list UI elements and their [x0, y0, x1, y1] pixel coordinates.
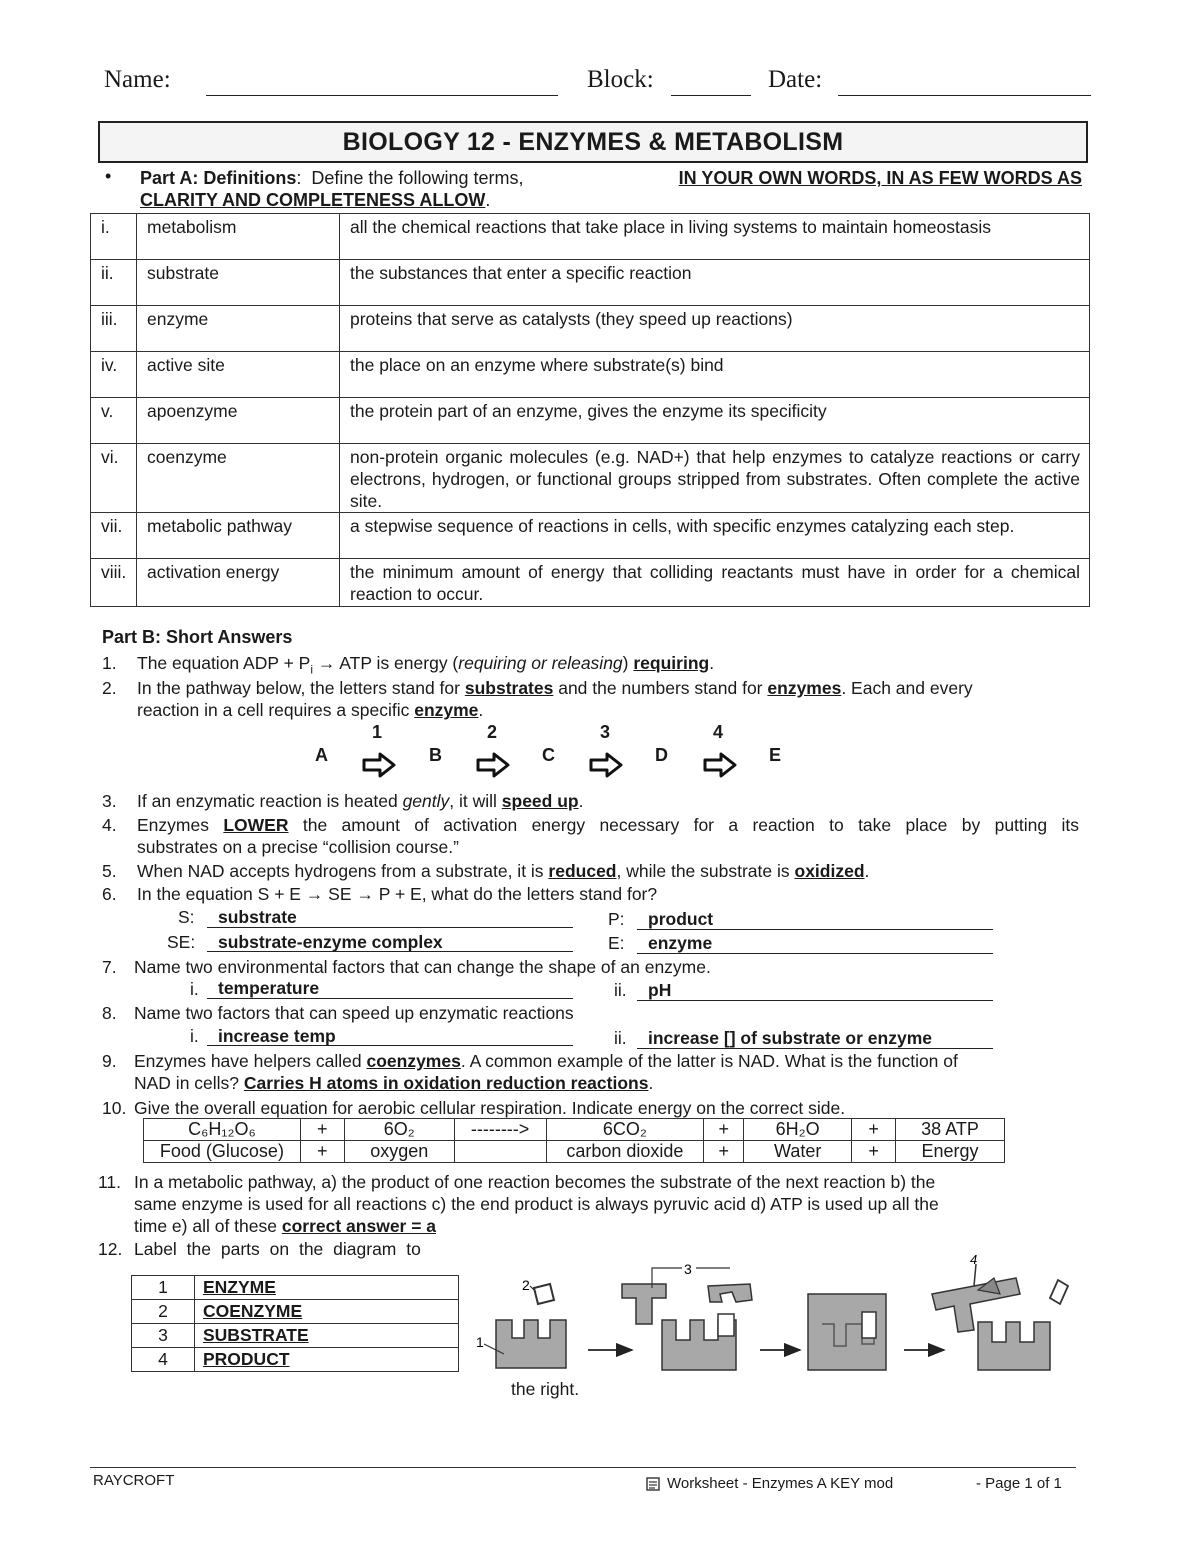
q4-text: Enzymes LOWER the amount of activation energy necessary for a reaction to take place by putting its substrates on a precise “collision course.”: [137, 815, 1079, 857]
pathway-number: 1: [372, 722, 383, 742]
q9-number: 9.: [102, 1051, 117, 1071]
definition-term: coenzyme: [137, 444, 340, 513]
definition-number: iv.: [91, 352, 137, 398]
q7-text: Name two environmental factors that can change the shape of an enzyme.: [134, 957, 711, 977]
pathway-letter: C: [542, 745, 555, 765]
definition-number: v.: [91, 398, 137, 444]
definition-row: [91, 559, 1090, 607]
definition-text: the substances that enter a specific reaction: [340, 260, 1090, 306]
equation-cell: [454, 1141, 546, 1163]
footer-rule: [90, 1467, 1076, 1468]
q12-text: Label the parts on the diagram to: [134, 1239, 421, 1259]
label-answer: ENZYME: [195, 1276, 459, 1300]
label-answer: COENZYME: [195, 1300, 459, 1324]
page-title: BIOLOGY 12 - ENZYMES & METABOLISM: [98, 121, 1088, 163]
pathway-number: 4: [713, 722, 724, 742]
definition-row: [91, 398, 1090, 444]
definition-text: the place on an enzyme where substrate(s) bind: [340, 352, 1090, 398]
q7-ii-label: ii.: [614, 980, 627, 1000]
equation-cell: -------->: [454, 1119, 546, 1141]
name-label: Name:: [104, 66, 171, 93]
label-row: [132, 1276, 459, 1300]
definition-text: a stepwise sequence of reactions in cells, with specific enzymes catalyzing each step.: [340, 513, 1090, 559]
q7-i-label: i.: [190, 979, 199, 999]
equation-cell: 6O₂: [344, 1119, 454, 1141]
q7-ii-answer: pH: [648, 980, 672, 1000]
q9-answer-2: Carries H atoms in oxidation reduction reactions: [243, 1073, 649, 1093]
diagram-label-number: 3: [684, 1261, 692, 1277]
pathway-letter: B: [429, 745, 442, 765]
q12-number: 12.: [98, 1239, 123, 1259]
pathway-number: 2: [487, 722, 498, 742]
label-number: 4: [132, 1348, 195, 1372]
diagram-label-number: 2: [522, 1277, 530, 1293]
q5-answer-2: oxidized: [794, 861, 865, 881]
part-b-label: Part B: Short Answers: [102, 627, 293, 647]
equation-cell: Food (Glucose): [144, 1141, 301, 1163]
q8-text: Name two factors that can speed up enzymatic reactions: [134, 1003, 574, 1023]
answer-line: [207, 998, 573, 999]
definition-row: [91, 306, 1090, 352]
equation-cell: +: [300, 1141, 344, 1163]
q2-answer-2: enzymes: [767, 678, 842, 698]
q8-number: 8.: [102, 1003, 117, 1023]
label-number: 1: [132, 1276, 195, 1300]
part-a-text: Define the following terms,: [311, 168, 524, 188]
bullet: •: [105, 166, 112, 186]
definition-term: enzyme: [137, 306, 340, 352]
part-a-instructions: Part A: Definitions: Define the following terms, IN YOUR OWN WORDS, IN AS FEW WORDS AS CLARITY AND COMPLETENESS ALLOW.: [140, 168, 1082, 210]
q3-text: If an enzymatic reaction is heated gently, it will speed up.: [137, 791, 584, 811]
equation-cell: +: [852, 1119, 896, 1141]
equation-cell: C₆H₁₂O₆: [144, 1119, 301, 1141]
definition-number: iii.: [91, 306, 137, 352]
equation-cell: 6H₂O: [744, 1119, 852, 1141]
q8-i-answer: increase temp: [218, 1026, 336, 1046]
answer-line: [207, 927, 573, 928]
part-a-emphasis-2: CLARITY AND COMPLETENESS ALLOW: [140, 190, 486, 210]
q5-text: When NAD accepts hydrogens from a substrate, it is reduced, while the substrate is oxidized.: [137, 861, 870, 881]
equation-cell: +: [300, 1119, 344, 1141]
label-answer: PRODUCT: [195, 1348, 459, 1372]
equation-row: [144, 1141, 1005, 1163]
label-row: [132, 1348, 459, 1372]
definition-row: [91, 260, 1090, 306]
q10-text: Give the overall equation for aerobic cellular respiration. Indicate energy on the correct side.: [134, 1098, 846, 1118]
enzyme-shape: [496, 1320, 566, 1368]
label-number: 3: [132, 1324, 195, 1348]
definition-term: apoenzyme: [137, 398, 340, 444]
arrow-right-icon: [362, 752, 396, 778]
footer-page-number: - Page 1 of 1: [976, 1475, 1062, 1492]
document-icon: [646, 1477, 660, 1491]
definition-text: proteins that serve as catalysts (they speed up reactions): [340, 306, 1090, 352]
definition-text: the protein part of an enzyme, gives the enzyme its specificity: [340, 398, 1090, 444]
part-a-label: Part A: Definitions: [140, 168, 297, 188]
definition-text: non-protein organic molecules (e.g. NAD+) that help enzymes to catalyze reactions or carry electrons, hydrogen, or functional groups stripped from substrates. Often complete the active site.: [340, 444, 1090, 513]
answer-line: [207, 951, 573, 952]
equation-cell: +: [852, 1141, 896, 1163]
definition-row: [91, 513, 1090, 559]
q2-answer-3: enzyme: [414, 700, 479, 720]
equation-cell: 6CO₂: [546, 1119, 704, 1141]
arrow-right-icon: [703, 752, 737, 778]
pathway-letter: D: [655, 745, 668, 765]
name-field[interactable]: [206, 95, 558, 96]
enzyme-shape: [978, 1322, 1050, 1370]
q8-i-label: i.: [190, 1026, 199, 1046]
arrow-right-icon: [476, 752, 510, 778]
definition-number: i.: [91, 214, 137, 260]
q6-se-answer: substrate-enzyme complex: [218, 932, 443, 952]
q3-answer: speed up: [501, 791, 579, 811]
q12-text-continued: the right.: [511, 1379, 580, 1399]
coenzyme-shape: [534, 1284, 554, 1304]
definition-row: [91, 444, 1090, 513]
footer-author: RAYCROFT: [93, 1472, 175, 1489]
q2-text: In the pathway below, the letters stand for substrates and the numbers stand for enzymes. Each and every reaction in a cell requires a specific enzyme.: [137, 678, 973, 720]
q1-number: 1.: [102, 653, 117, 673]
diagram-label-number: 4: [970, 1252, 978, 1267]
definition-row: [91, 352, 1090, 398]
block-field[interactable]: [671, 95, 751, 96]
definition-term: metabolic pathway: [137, 513, 340, 559]
label-row: [132, 1324, 459, 1348]
q6-s-label: S:: [178, 907, 195, 927]
diagram-label-number: 1: [476, 1334, 484, 1350]
definition-term: substrate: [137, 260, 340, 306]
definition-text: the minimum amount of energy that colliding reactants must have in order for a chemical reaction to occur.: [340, 559, 1090, 607]
respiration-equation-table: [143, 1118, 1005, 1163]
arrow-right-icon: [589, 752, 623, 778]
label-number: 2: [132, 1300, 195, 1324]
definition-number: vii.: [91, 513, 137, 559]
definition-row: [91, 214, 1090, 260]
label-answer: SUBSTRATE: [195, 1324, 459, 1348]
q1-answer: requiring: [633, 653, 710, 673]
pathway-letter: E: [769, 745, 782, 765]
answer-line: [207, 1045, 573, 1046]
q6-number: 6.: [102, 884, 117, 904]
equation-cell: Energy: [896, 1141, 1005, 1163]
pathway-number: 3: [600, 722, 611, 742]
q6-e-label: E:: [608, 933, 625, 953]
block-label: Block:: [587, 66, 654, 93]
q6-text: In the equation S + E → SE → P + E, what do the letters stand for?: [137, 884, 658, 904]
definition-number: ii.: [91, 260, 137, 306]
q6-e-answer: enzyme: [648, 933, 713, 953]
q4-number: 4.: [102, 815, 117, 835]
footer-doc-title: Worksheet - Enzymes A KEY mod: [667, 1475, 894, 1492]
q8-ii-answer: increase [] of substrate or enzyme: [648, 1028, 932, 1048]
q4-answer: LOWER: [223, 815, 289, 835]
q2-answer-1: substrates: [464, 678, 554, 698]
q10-number: 10.: [102, 1098, 127, 1118]
equation-row: [144, 1119, 1005, 1141]
date-label: Date:: [768, 66, 823, 93]
answer-line: [637, 953, 993, 954]
label-row: [132, 1300, 459, 1324]
equation-cell: carbon dioxide: [546, 1141, 704, 1163]
equation-cell: oxygen: [344, 1141, 454, 1163]
q6-p-label: P:: [608, 909, 625, 929]
q6-p-answer: product: [648, 909, 714, 929]
definitions-table: [90, 213, 1090, 607]
definition-term: metabolism: [137, 214, 340, 260]
q3-number: 3.: [102, 791, 117, 811]
date-field[interactable]: [838, 95, 1091, 96]
q6-s-answer: substrate: [218, 907, 297, 927]
q11-answer: correct answer = a: [281, 1216, 437, 1236]
part-a-emphasis-1: IN YOUR OWN WORDS, IN AS FEW WORDS AS: [678, 168, 1082, 188]
q9-answer-1: coenzymes: [366, 1051, 461, 1071]
diagram-labels-table: [131, 1275, 459, 1372]
answer-line: [637, 1048, 993, 1049]
q5-answer-1: reduced: [548, 861, 617, 881]
definition-term: active site: [137, 352, 340, 398]
enzyme-mechanism-diagram: [470, 1250, 1090, 1380]
q5-number: 5.: [102, 861, 117, 881]
q11-number: 11.: [98, 1172, 122, 1192]
q11-text: In a metabolic pathway, a) the product of one reaction becomes the substrate of the next reaction b) the same enzyme is used for all reactions c) the end product is always pyruvic acid d) ATP is used up all the time e) all of these correct answer = a: [134, 1172, 939, 1236]
definition-number: vi.: [91, 444, 137, 513]
q1-text: The equation ADP + $P_i$ → ATP is energy (requiring or releasing) requiring.: [137, 653, 715, 677]
q7-i-answer: temperature: [218, 978, 320, 998]
equation-cell: +: [704, 1141, 744, 1163]
answer-line: [637, 929, 993, 930]
q8-ii-label: ii.: [614, 1028, 627, 1048]
equation-cell: Water: [744, 1141, 852, 1163]
substrate-shape: [622, 1284, 666, 1324]
equation-cell: +: [704, 1119, 744, 1141]
definition-text: all the chemical reactions that take place in living systems to maintain homeostasis: [340, 214, 1090, 260]
answer-line: [637, 1000, 993, 1001]
q9-text: Enzymes have helpers called coenzymes. A common example of the latter is NAD. What is the function of NAD in cells? Carries H atoms in oxidation reduction reactions.: [134, 1051, 958, 1093]
equation-cell: 38 ATP: [896, 1119, 1005, 1141]
q7-number: 7.: [102, 957, 117, 977]
pathway-letter: A: [315, 745, 328, 765]
q2-number: 2.: [102, 678, 117, 698]
definition-number: viii.: [91, 559, 137, 607]
q6-se-label: SE:: [167, 932, 196, 952]
definition-term: activation energy: [137, 559, 340, 607]
